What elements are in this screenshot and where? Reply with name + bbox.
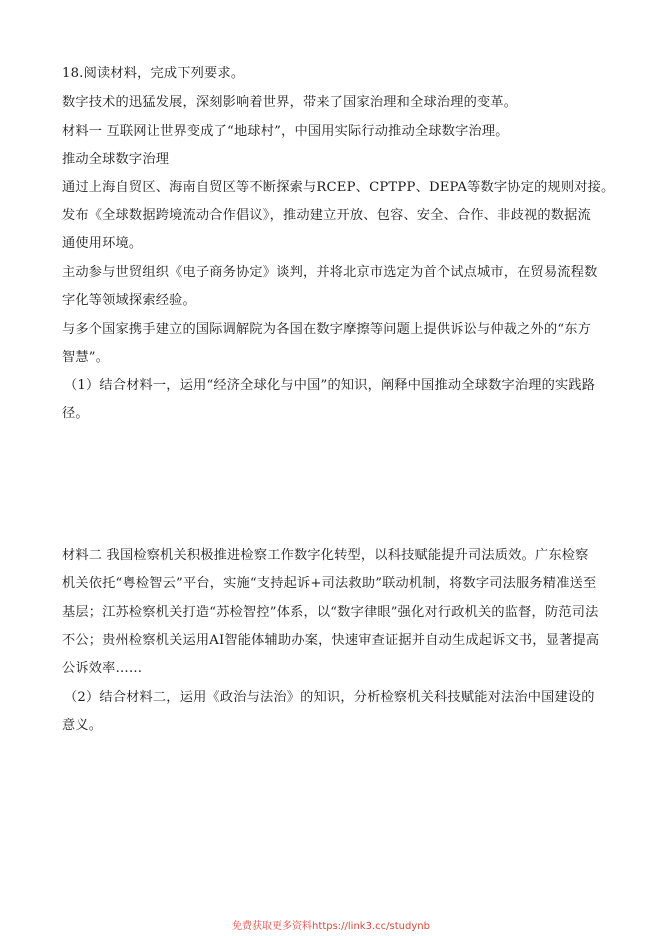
material1-heading: 材料一 互联网让世界变成了“地球村”，中国用实际行动推动全球数字治理。 xyxy=(62,124,509,139)
task1-line: 径。 xyxy=(62,406,89,421)
material1-line: 发布《全球数据跨境流动合作倡议》，推动建立开放、包容、安全、合作、非歧视的数据流 xyxy=(62,208,591,223)
material1-subheading: 推动全球数字治理 xyxy=(62,152,170,167)
material1-line: 字化等领域探索经验。 xyxy=(62,293,196,308)
material1-line: 通过上海自贸区、海南自贸区等不断探索与RCEP、CPTPP、DEPA等数字协定的规则对接。 xyxy=(62,180,615,195)
material1-line: 智慧”。 xyxy=(62,350,110,365)
question-intro: 数字技术的迅猛发展，深刻影响着世界，带来了国家治理和全球治理的变革。 xyxy=(62,95,518,110)
footer xyxy=(0,920,662,934)
material2-line: 公诉效率…… xyxy=(62,661,143,676)
material2-line: 不公；贵州检察机关运用AI智能体辅助办案，快速审查证据并自动生成起诉文书，显著提高 xyxy=(62,633,600,648)
task2-line: （2）结合材料二，运用《政治与法治》的知识，分析检察机关科技赋能对法治中国建设的 xyxy=(64,690,595,705)
material1-line: 主动参与世贸组织《电子商务协定》谈判，并将北京市选定为首个试点城市，在贸易流程数 xyxy=(62,265,598,280)
material1-line: 通使用环境。 xyxy=(62,236,143,251)
footer-promo-link[interactable]: 免费获取更多资料https://link3.cc/studynb xyxy=(232,921,430,932)
task1-line: （1）结合材料一，运用“经济全球化与中国”的知识，阐释中国推动全球数字治理的实践路 xyxy=(64,378,596,393)
material2-line: 材料二 我国检察机关积极推进检察工作数字化转型，以科技赋能提升司法质效。广东检察 xyxy=(62,548,589,563)
material2-line: 基层；江苏检察机关打造“苏检智控”体系，以“数字律眼”强化对行政机关的监督，防范司法 xyxy=(62,605,599,620)
material2-line: 机关依托“粤检智云”平台，实施“支持起诉+司法救助”联动机制，将数字司法服务精准送至 xyxy=(62,576,597,591)
question-title: 18.阅读材料，完成下列要求。 xyxy=(62,66,245,81)
material1-line: 与多个国家携手建立的国际调解院为各国在数字摩擦等问题上提供诉讼与仲裁之外的“东方 xyxy=(62,322,592,337)
task2-line: 意义。 xyxy=(62,718,103,733)
